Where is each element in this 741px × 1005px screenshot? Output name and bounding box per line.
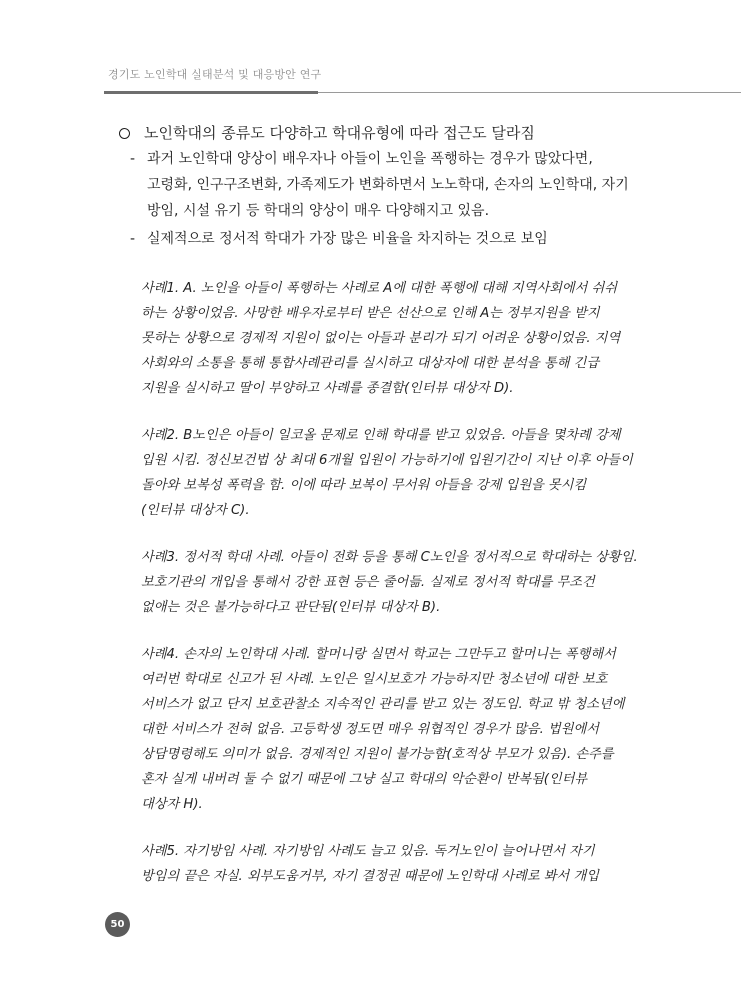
section-heading <box>119 122 644 144</box>
text-line: (인터뷰 대상자 C). <box>141 503 250 518</box>
dash-list-item <box>104 146 644 224</box>
text-line: 서비스가 없고 단지 보호관찰소 지속적인 관리를 받고 있는 정도임. 학교 밖 청소년에 <box>141 697 625 712</box>
text-line: 과거 노인학대 양상이 배우자나 아들이 노인을 폭행하는 경우가 많았다면, <box>147 151 593 167</box>
section-heading-text: 노인학대의 종류도 다양하고 학대유형에 따라 접근도 달라짐 <box>144 124 535 142</box>
case-example-4 <box>104 642 644 817</box>
text-line: 보호기관의 개입을 통해서 강한 표현 등은 줄어듦. 실제로 정서적 학대를 무조건 <box>141 575 595 590</box>
text-line: 고령화, 인구구조변화, 가족제도가 변화하면서 노노학대, 손자의 노인학대, 자기 <box>147 177 629 193</box>
text-line: 대한 서비스가 전혀 없음. 고등학생 정도면 매우 위협적인 경우가 많음. 법원에서 <box>141 722 599 737</box>
text-line: 사례3. 정서적 학대 사례. 아들이 전화 등을 통해 C노인을 정서적으로 학대하는 상황임. <box>141 550 638 565</box>
page-body <box>104 122 644 889</box>
case-example-2 <box>104 423 644 523</box>
text-line: 사례2. B노인은 아들이 일코올 문제로 인해 학대를 받고 있었음. 아들을 몇차례 강제 <box>141 428 621 443</box>
dash-list-item <box>104 226 644 252</box>
text-line: 입원 시킴. 정신보건법 상 최대 6개월 입원이 가능하기에 입원기간이 지난 이후 아들이 <box>141 453 633 468</box>
case-example-5 <box>104 839 644 889</box>
text-line: 사례1. A. 노인을 아들이 폭행하는 사례로 A에 대한 폭행에 대해 지역사회에서 쉬쉬 <box>141 281 618 296</box>
text-line: 사회와의 소통을 통해 통합사례관리를 실시하고 대상자에 대한 분석을 통해 긴급 <box>141 356 600 371</box>
running-header: 경기도 노인학대 실태분석 및 대응방안 연구 <box>108 68 322 81</box>
text-line: 혼자 실게 내버려 둘 수 없기 때문에 그냥 실고 학대의 악순환이 반복됨(인터뷰 <box>141 772 588 787</box>
text-line: 여러번 학대로 신고가 된 사례. 노인은 일시보호가 가능하지만 청소년에 대한 보호 <box>141 672 608 687</box>
case-example-3 <box>104 545 644 620</box>
text-line: 대상자 H). <box>141 797 203 812</box>
text-line: 방임, 시설 유기 등 학대의 양상이 매우 다양해지고 있음. <box>147 203 490 219</box>
text-line: 하는 상황이었음. 사망한 배우자로부터 받은 선산으로 인해 A는 정부지원을 받지 <box>141 306 600 321</box>
text-line: 사례4. 손자의 노인학대 사례. 할머니랑 실면서 학교는 그만두고 할머니는 폭행해서 <box>141 647 616 662</box>
text-line: 사례5. 자기방임 사례. 자기방임 사례도 늘고 있음. 독거노인이 늘어나면서 자기 <box>141 844 595 859</box>
header-rule-accent <box>104 91 318 94</box>
dash-bullet: - <box>130 231 136 247</box>
text-line: 없애는 것은 불가능하다고 판단됨(인터뷰 대상자 B). <box>141 600 441 615</box>
text-line: 지원을 실시하고 딸이 부양하고 사례를 종결함(인터뷰 대상자 D). <box>141 381 514 396</box>
text-line: 실제적으로 정서적 학대가 가장 많은 비율을 차지하는 것으로 보임 <box>147 231 548 247</box>
dash-bullet: - <box>130 151 136 167</box>
text-line: 방임의 끝은 자실. 외부도움거부, 자기 결정권 때문에 노인학대 사례로 봐서 개입 <box>141 869 599 884</box>
page-number-badge: 50 <box>105 912 130 937</box>
text-line: 상담명령해도 의미가 없음. 경제적인 지원이 불가능함(호적상 부모가 있음). 손주를 <box>141 747 614 762</box>
text-line: 못하는 상황으로 경제적 지원이 없이는 아들과 분리가 되기 어려운 상황이었음. 지역 <box>141 331 621 346</box>
text-line: 돌아와 보복성 폭력을 함. 이에 따라 보복이 무서워 아들을 강제 입원을 못시킴 <box>141 478 587 493</box>
case-example-1 <box>104 276 644 401</box>
circle-bullet-icon <box>119 128 130 139</box>
